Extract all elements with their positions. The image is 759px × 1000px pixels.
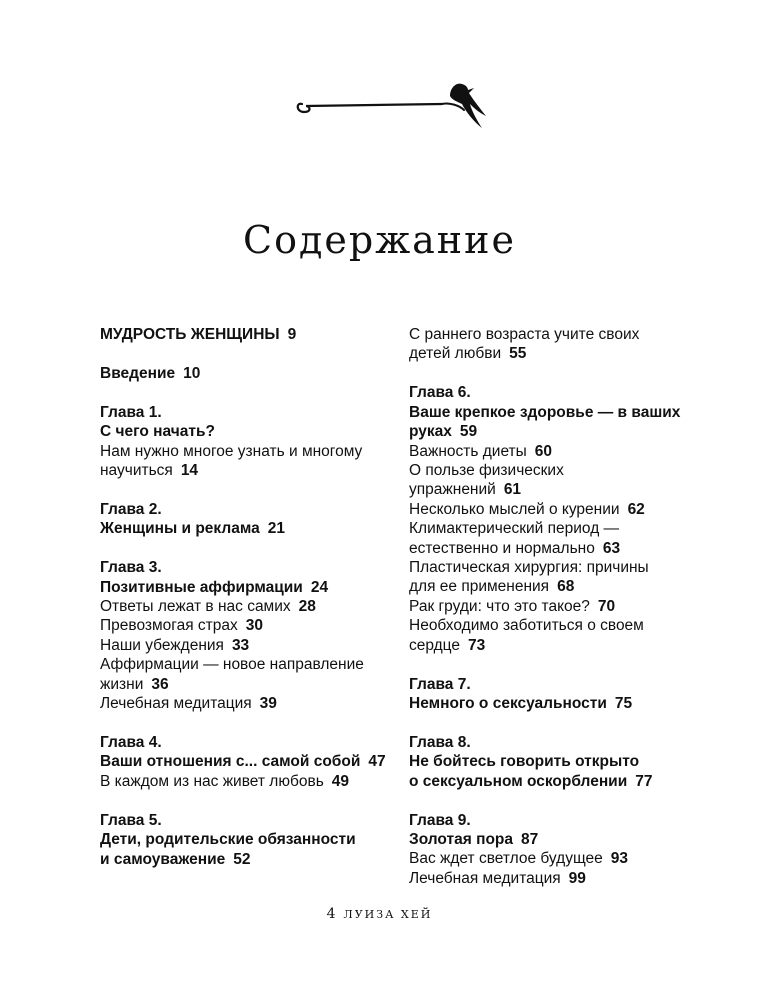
chapter-title[interactable]: Золотая пора 87: [409, 830, 539, 848]
toc-subentry[interactable]: жизни 36: [100, 675, 169, 693]
toc-entry[interactable]: [100, 364, 390, 383]
toc-entry-title: Введение: [100, 364, 176, 382]
chapter-label: Глава 7.: [409, 675, 471, 693]
footer-page-number: 4: [326, 906, 336, 922]
page-footer: [0, 906, 759, 922]
toc-subentry[interactable]: С раннего возраста учите своих: [409, 326, 640, 343]
chapter-label: Глава 9.: [409, 811, 471, 829]
chapter-label: Глава 1.: [100, 403, 162, 421]
toc-subentry[interactable]: научиться 14: [100, 462, 199, 480]
toc-right-column: [409, 325, 709, 888]
chapter-label: Глава 2.: [100, 500, 162, 518]
chapter-label: Глава 3.: [100, 559, 162, 577]
toc-subentry[interactable]: естественно и нормально 63: [409, 539, 621, 557]
chapter-title[interactable]: Не бойтесь говорить открыто: [409, 753, 640, 771]
toc-page-number: 14: [180, 462, 199, 480]
toc-left-column: [100, 325, 390, 869]
toc-subentry[interactable]: Рак груди: что это такое? 70: [409, 597, 616, 615]
chapter-title[interactable]: руках 59: [409, 423, 478, 441]
toc-page-number: 9: [287, 326, 297, 343]
toc-subentry[interactable]: Нам нужно многое узнать и многому: [100, 442, 363, 460]
chapter-label: Глава 8.: [409, 733, 471, 751]
chapter-title[interactable]: о сексуальном оскорблении 77: [409, 772, 653, 790]
chapter-title[interactable]: Немного о сексуальности 75: [409, 694, 633, 712]
toc-subentry[interactable]: Важность диеты 60: [409, 442, 553, 460]
toc-subentry[interactable]: Несколько мыслей о курении 62: [409, 500, 645, 518]
chapter-title[interactable]: Ваше крепкое здоровье — в ваших: [409, 403, 681, 421]
toc-entry-title: МУДРОСТЬ ЖЕНЩИНЫ: [100, 326, 280, 343]
toc-subentry[interactable]: Наши убеждения 33: [100, 636, 250, 654]
chapter-title[interactable]: Позитивные аффирмации 24: [100, 578, 329, 596]
chapter-title[interactable]: и самоуважение 52: [100, 850, 251, 868]
toc-subentry[interactable]: Ответы лежат в нас самих 28: [100, 598, 316, 616]
toc-entry[interactable]: [100, 325, 390, 344]
toc-subentry[interactable]: Лечебная медитация 39: [100, 695, 277, 713]
toc-subentry[interactable]: упражнений 61: [409, 481, 522, 499]
toc-subentry[interactable]: Климактерический период —: [409, 520, 620, 538]
toc-subentry[interactable]: Превозмогая страх 30: [100, 617, 263, 635]
chapter-title[interactable]: С чего начать?: [100, 423, 215, 441]
swallow-ornament-icon: [292, 66, 502, 136]
chapter-label: Глава 5.: [100, 811, 162, 829]
toc-subentry[interactable]: Лечебная медитация 99: [409, 869, 586, 887]
toc-subentry[interactable]: Аффирмации — новое направление: [100, 656, 364, 674]
toc-subentry[interactable]: для ее применения 68: [409, 578, 575, 596]
toc-subentry[interactable]: детей любви 55: [409, 345, 527, 363]
chapter-label: Глава 6.: [409, 384, 471, 402]
toc-subentry[interactable]: Пластическая хирургия: причины: [409, 558, 649, 576]
toc-page-number: 24: [310, 578, 329, 596]
chapter-title[interactable]: Ваши отношения с... самой собой 47: [100, 753, 386, 771]
toc-subentry[interactable]: сердце 73: [409, 636, 486, 654]
toc-subentry[interactable]: Необходимо заботиться о своем: [409, 617, 644, 635]
chapter-title[interactable]: Женщины и реклама 21: [100, 520, 285, 538]
footer-author: ЛУИЗА ХЕЙ: [343, 908, 433, 921]
page-title: Содержание: [243, 218, 516, 262]
toc-page-number: 21: [267, 520, 285, 538]
toc-subentry[interactable]: О пользе физических: [409, 461, 564, 479]
chapter-title[interactable]: Дети, родительские обязанности: [100, 831, 356, 849]
toc-subentry[interactable]: Вас ждет светлое будущее 93: [409, 850, 629, 868]
chapter-label: Глава 4.: [100, 734, 162, 751]
toc-subentry[interactable]: В каждом из нас живет любовь 49: [100, 772, 350, 790]
toc-page-number: 10: [183, 364, 201, 382]
